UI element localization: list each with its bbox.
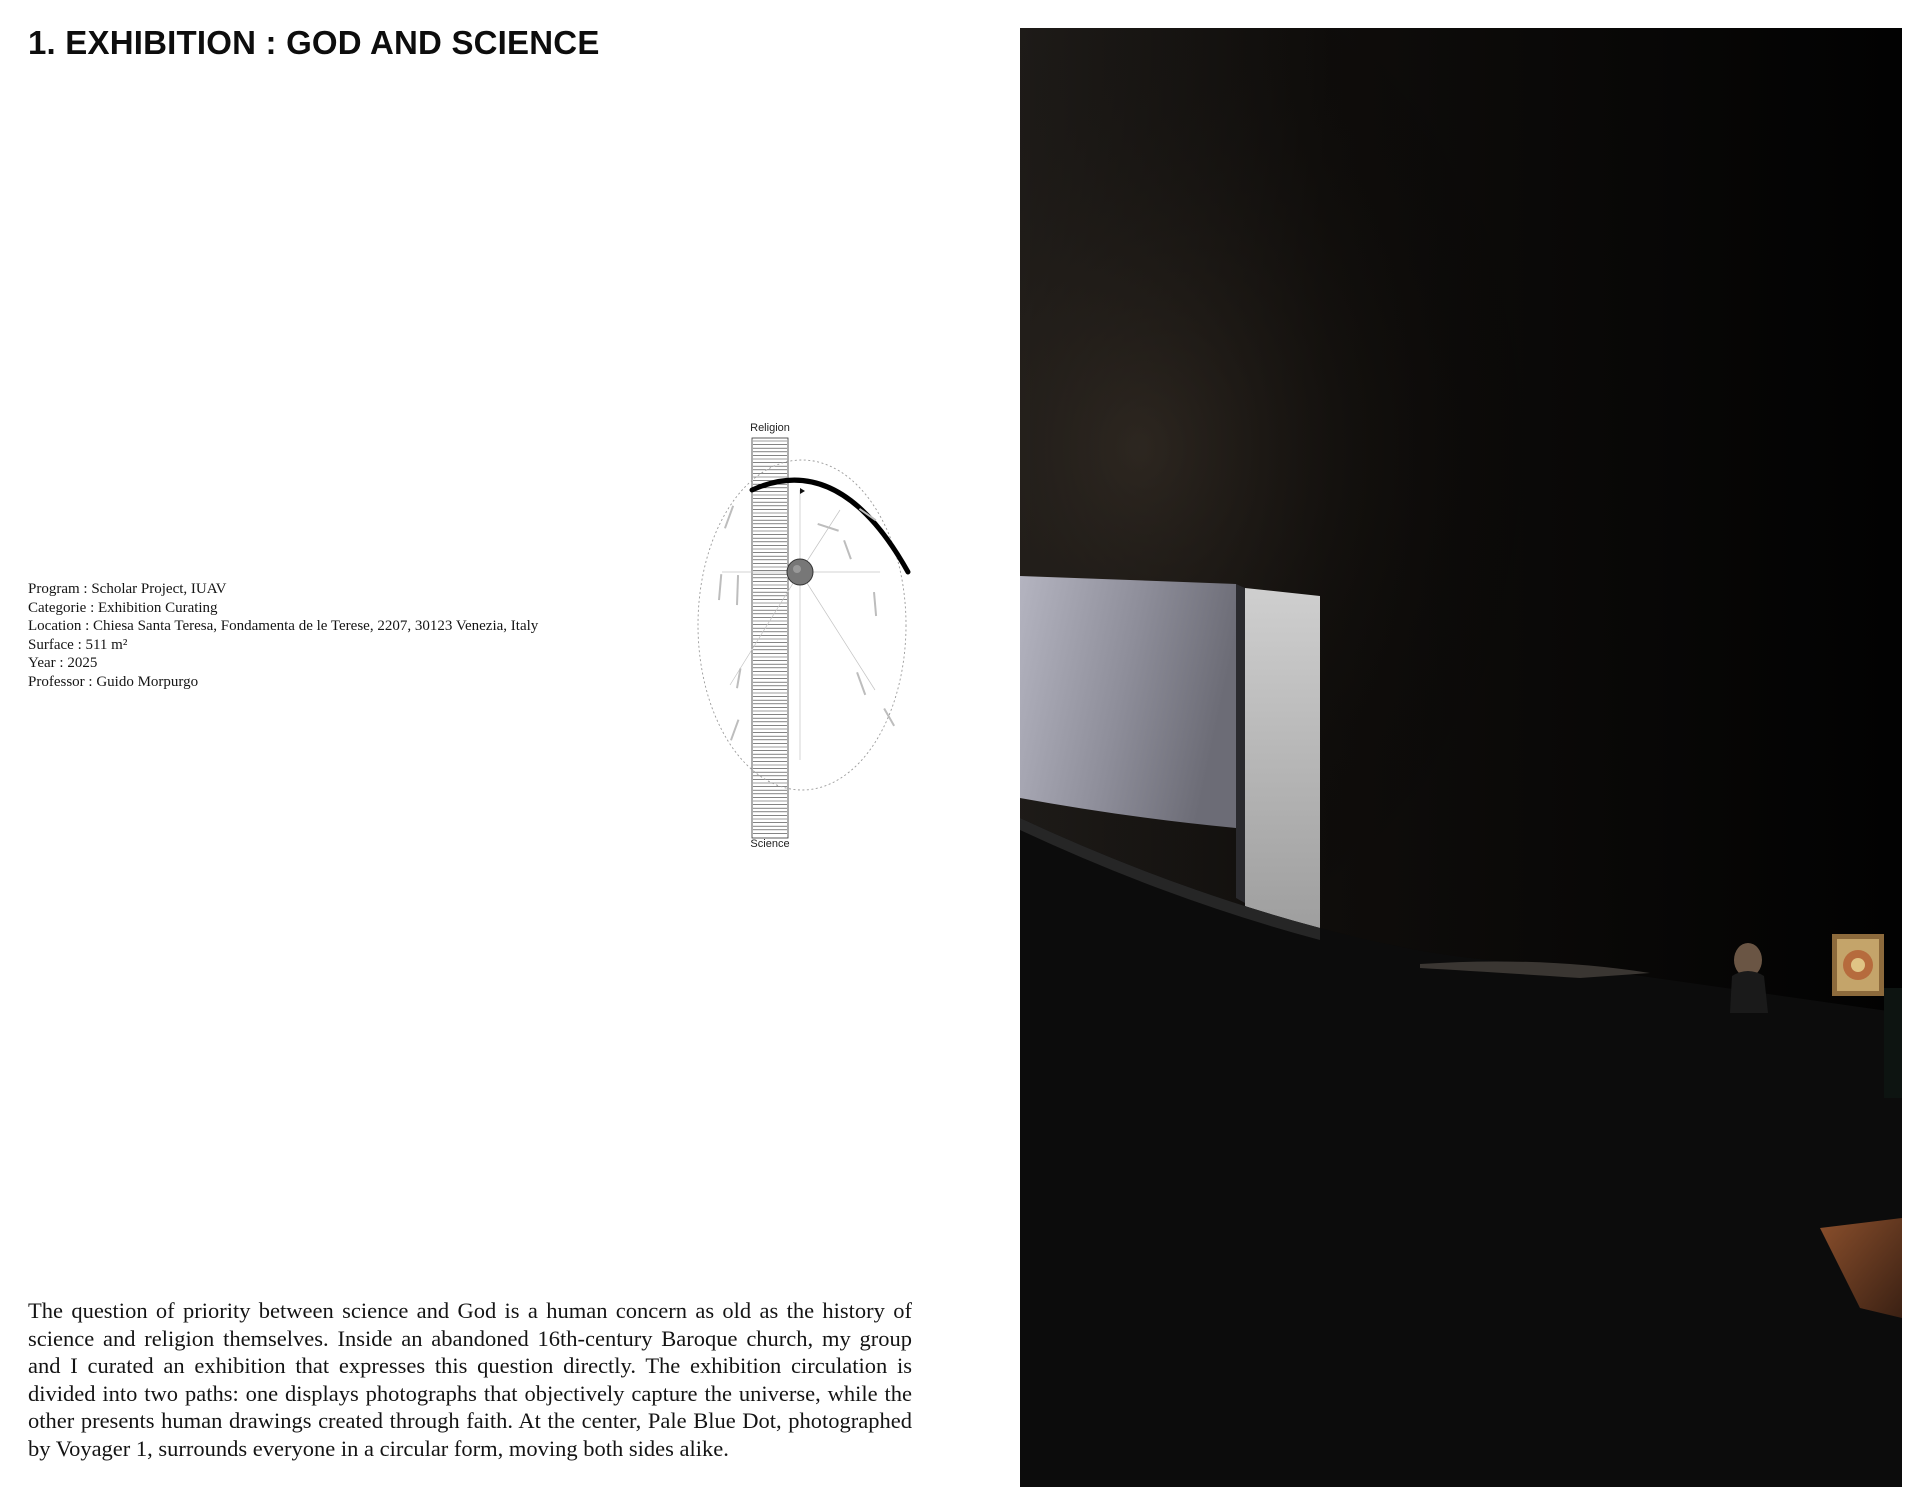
religion-label: Religion [750,422,790,434]
info-label: Surface [28,636,74,653]
project-info [28,580,538,691]
info-label: Professor [28,673,85,690]
info-row-professor: Professor : Guido Morpurgo [28,673,199,690]
info-value: Scholar Project, IUAV [91,581,227,597]
circulation-diagram [690,410,930,860]
spectrum-bar [752,438,788,838]
info-value: Chiesa Santa Teresa, Fondamenta de le Terese, 2207, 30123 Venezia, Italy [93,618,539,634]
start-arrow-icon [800,488,805,494]
info-label: Program [28,581,80,597]
info-value: Guido Morpurgo [96,673,199,690]
info-value: 2025 [67,655,98,671]
info-row-surface: Surface : 511 m² [28,636,128,653]
info-label: Categorie [28,599,87,616]
globe-highlight [793,565,801,573]
lit-curved-panel [1020,576,1236,828]
panel-thick-edge [1245,588,1320,940]
info-row-year: Year : 2025 [28,655,98,671]
artwork-center [1851,958,1865,972]
exhibition-render [1020,28,1902,1487]
visitor-body [1730,971,1768,1013]
pale-blue-dot-icon [787,559,813,585]
project-description: The question of priority between science and God is a human concern as old as the history of science and religion themselves. Inside an abandoned 16th-century Baroque church, my group and I curated an exhibition that expresses this question directly. The exhibition circulation is divided into two paths: one displays photographs that objectively capture the universe, while the other presents human drawings created through faith. At the center, Pale Blue Dot, photographed by Voyager 1, surrounds everyone in a circular form, moving both sides alike. [28,1298,912,1461]
info-value: 511 m² [85,636,128,653]
info-row-category: Categorie : Exhibition Curating [28,599,218,616]
circulation-path [698,460,906,790]
info-row-program: Program : Scholar Project, IUAV [28,581,227,597]
panel-edge-shadow [1236,584,1245,903]
science-label: Science [750,838,790,850]
path-labels [718,505,895,740]
info-label: Year [28,655,56,671]
page-title: 1. EXHIBITION : GOD AND SCIENCE [28,24,600,61]
info-value: Exhibition Curating [97,599,218,616]
info-label: Location [28,618,82,634]
side-doorway [1884,988,1902,1098]
info-row-location: Location : Chiesa Santa Teresa, Fondamenta de le Terese, 2207, 30123 Venezia, Italy [28,618,539,634]
axis-line [800,572,875,690]
